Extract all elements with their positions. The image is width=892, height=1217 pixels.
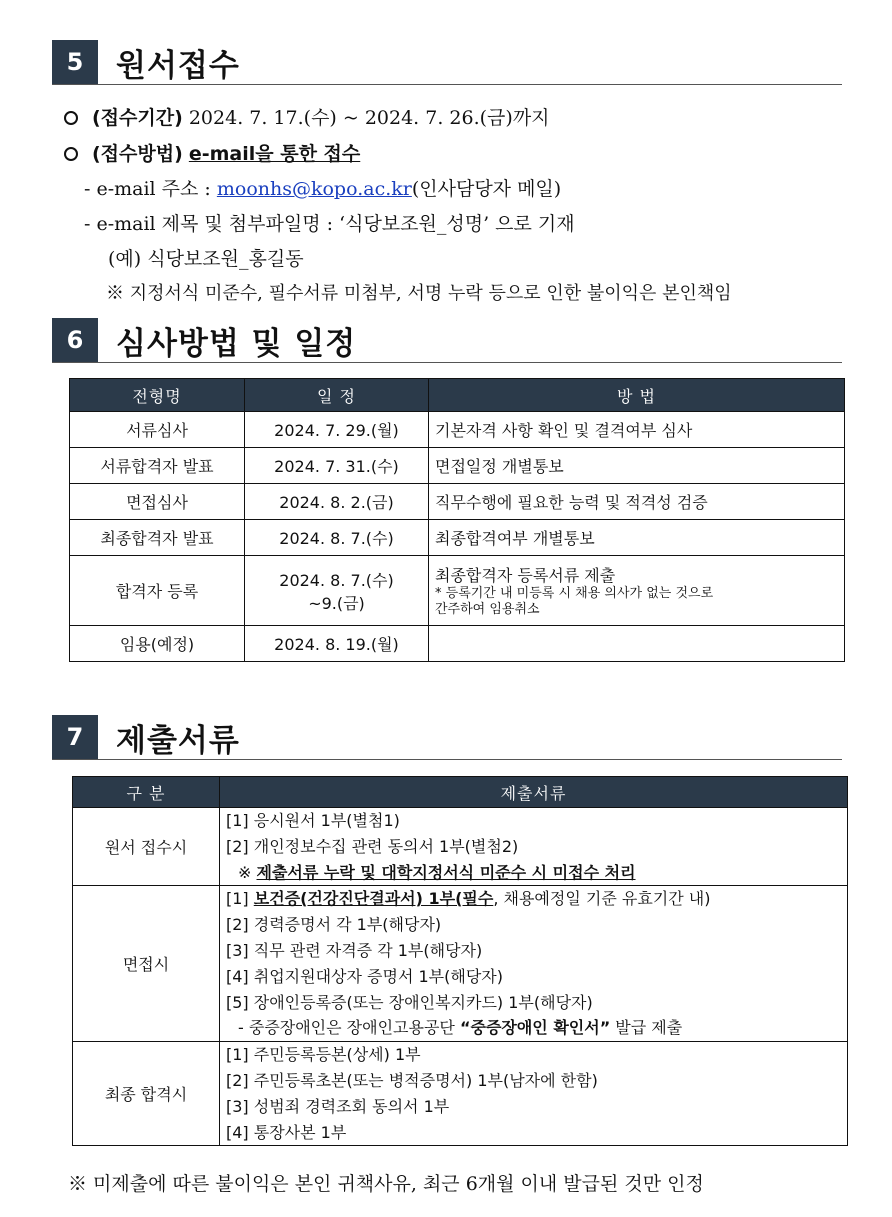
section-number: 5 [52,40,98,84]
column-header: 전형명 [70,379,245,412]
section-number: 6 [52,318,98,362]
circle-bullet-icon [64,111,78,125]
section-divider [52,759,842,760]
column-header: 일 정 [245,379,429,412]
column-header: 제출서류 [220,777,848,808]
footer-notice: ※ 미제출에 따른 불이익은 본인 귀책사유, 최근 6개월 이내 발급된 것만 인정 [68,1173,704,1195]
table-header-row [70,379,845,412]
email-link[interactable]: moonhs@kopo.ac.kr [216,178,412,200]
email-address-line: - e-mail 주소 : moonhs@kopo.ac.kr(인사담당자 메일) [84,178,562,200]
application-period: (접수기간) 2024. 7. 17.(수) ~ 2024. 7. 26.(금)까지 [64,103,550,130]
documents-table [72,776,848,1146]
section-divider [52,84,842,85]
table-header-row [73,777,848,808]
section-title: 원서접수 [116,47,240,84]
circle-bullet-icon [64,147,78,161]
section-6-header [52,318,356,362]
notice-line: ※ 지정서식 미준수, 필수서류 미첨부, 서명 누락 등으로 인한 불이익은 본인책임 [106,283,732,304]
table-row: 서류합격자 발표 2024. 7. 31.(수) 면접일정 개별통보 [70,448,845,484]
section-7-header [52,715,240,759]
column-header: 방 법 [429,379,845,412]
table-row: 면접시 [1] 보건증(건강진단결과서) 1부(필수, 채용예정일 기준 유효기간 내) [2] 경력증명서 각 1부(해당자) [3] 직무 관련 자격증 각 1부(해당자) [4] 취업지원대상자 증명서 1부(해당자) [5] 장애인등록증(또는 장애인복지카드) 1부(해당자) - 중증장애인은 장애인고용공단 “중증장애인 확인서” 발급 제출 [73,886,848,1042]
table-row: 합격자 등록 2024. 8. 7.(수) ~9.(금) 최종합격자 등록서류 제출 * 등록기간 내 미등록 시 채용 의사가 없는 것으로 간주하여 임용취소 [70,556,845,626]
section-number: 7 [52,715,98,759]
application-method: (접수방법) e-mail을 통한 접수 [64,139,360,166]
table-row: 면접심사 2024. 8. 2.(금) 직무수행에 필요한 능력 및 적격성 검증 [70,484,845,520]
table-row: 임용(예정) 2024. 8. 19.(월) [70,626,845,662]
section-divider [52,362,842,363]
table-row: 최종 합격시 [1] 주민등록등본(상세) 1부 [2] 주민등록초본(또는 병적증명서) 1부(남자에 한함) [3] 성범죄 경력조회 동의서 1부 [4] 통장사본 1부 [73,1042,848,1146]
table-row: 최종합격자 발표 2024. 8. 7.(수) 최종합격여부 개별통보 [70,520,845,556]
email-subject-line: - e-mail 제목 및 첨부파일명 : ‘식당보조원_성명’ 으로 기재 [84,213,575,235]
table-row: 서류심사 2024. 7. 29.(월) 기본자격 사항 확인 및 결격여부 심사 [70,412,845,448]
table-row: 원서 접수시 [1] 응시원서 1부(별첨1) [2] 개인정보수집 관련 동의서 1부(별첨2) ※ 제출서류 누락 및 대학지정서식 미준수 시 미접수 처리 [73,808,848,886]
column-header: 구 분 [73,777,220,808]
example-line: (예) 식당보조원_홍길동 [108,248,304,270]
section-5-header [52,40,240,84]
section-title: 심사방법 및 일정 [116,325,357,362]
schedule-table [69,378,845,662]
section-title: 제출서류 [116,722,240,759]
